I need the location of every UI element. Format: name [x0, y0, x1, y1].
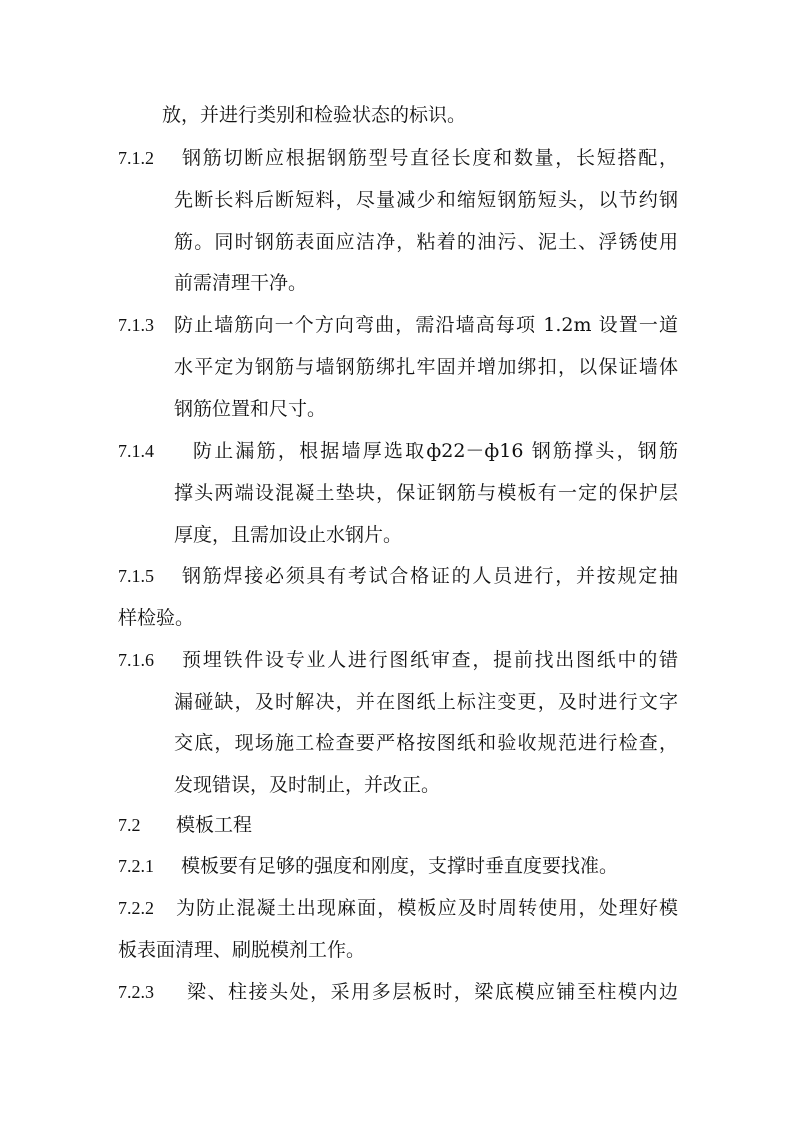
line-text: 防止墙筋向一个方向弯曲，需沿墙高每项 1.2m 设置一道	[174, 314, 678, 336]
line-text: 板表面清理、刷脱模剂工作。	[118, 939, 366, 961]
clause-7-1-4	[0, 437, 793, 465]
line-text: 交底，现场施工检查要严格按图纸和验收规范进行检查，	[174, 732, 678, 754]
section-title: 模板工程	[176, 814, 253, 836]
clause-number: 7.1.4	[118, 441, 154, 461]
line-text: 为防止混凝土出现麻面，模板应及时周转使用，处理好模	[176, 897, 678, 919]
line-text: 水平定为钢筋与墙钢筋绑扎牢固并增加绑扣，以保证墙体	[174, 356, 678, 378]
line-text: 漏碰缺，及时解决，并在图纸上标注变更，及时进行文字	[174, 691, 678, 713]
text-line	[0, 269, 793, 297]
line-text: 前需清理干净。	[174, 272, 308, 294]
line-text: 先断长料后断短料，尽量减少和缩短钢筋短头，以节约钢	[174, 189, 678, 211]
clause-number: 7.1.2	[118, 148, 154, 168]
clause-number: 7.2.1	[118, 856, 154, 876]
line-text: 撑头两端设混凝土垫块，保证钢筋与模板有一定的保护层	[174, 482, 678, 504]
text-line	[0, 521, 793, 549]
line-text: 放，并进行类别和检验状态的标识。	[162, 104, 467, 126]
line-text: 钢筋位置和尺寸。	[174, 398, 327, 420]
text-line	[0, 729, 793, 757]
clause-7-1-2	[0, 144, 793, 172]
text-line	[0, 604, 793, 632]
clause-7-2-2	[0, 894, 793, 922]
text-line	[0, 936, 793, 964]
text-line	[0, 688, 793, 716]
line-text: 厚度，且需加设止水钢片。	[174, 524, 403, 546]
text-line	[0, 353, 793, 381]
text-line	[0, 101, 793, 129]
line-text: 钢筋切断应根据钢筋型号直径长度和数量，长短搭配，	[182, 147, 678, 169]
text-line	[0, 228, 793, 256]
line-text: 预埋铁件设专业人进行图纸审查，提前找出图纸中的错	[182, 649, 678, 671]
clause-number: 7.1.5	[118, 566, 154, 586]
clause-number: 7.1.3	[118, 315, 154, 335]
line-text: 模板要有足够的强度和刚度，支撑时垂直度要找准。	[181, 855, 619, 877]
line-text: 防止漏筋，根据墙厚选取ф22－ф16 钢筋撑头，钢筋	[193, 440, 678, 462]
text-line	[0, 186, 793, 214]
section-number: 7.2	[118, 815, 141, 835]
text-line	[0, 771, 793, 799]
clause-7-1-5	[0, 562, 793, 590]
clause-number: 7.2.2	[118, 898, 154, 918]
section-7-2-heading	[0, 811, 793, 839]
line-text: 发现错误，及时制止，并改正。	[174, 774, 441, 796]
line-text: 钢筋焊接必须具有考试合格证的人员进行，并按规定抽	[182, 565, 678, 587]
clause-number: 7.1.6	[118, 650, 154, 670]
line-text: 样检验。	[118, 607, 195, 629]
clause-7-1-3	[0, 311, 793, 339]
text-line	[0, 395, 793, 423]
clause-7-2-1	[0, 852, 793, 880]
clause-number: 7.2.3	[118, 982, 154, 1002]
text-line	[0, 479, 793, 507]
line-text: 筋。同时钢筋表面应洁净，粘着的油污、泥土、浮锈使用	[174, 231, 678, 253]
line-text: 梁、柱接头处，采用多层板时，梁底模应铺至柱模内边	[187, 981, 678, 1003]
clause-7-1-6	[0, 646, 793, 674]
clause-7-2-3	[0, 978, 793, 1006]
